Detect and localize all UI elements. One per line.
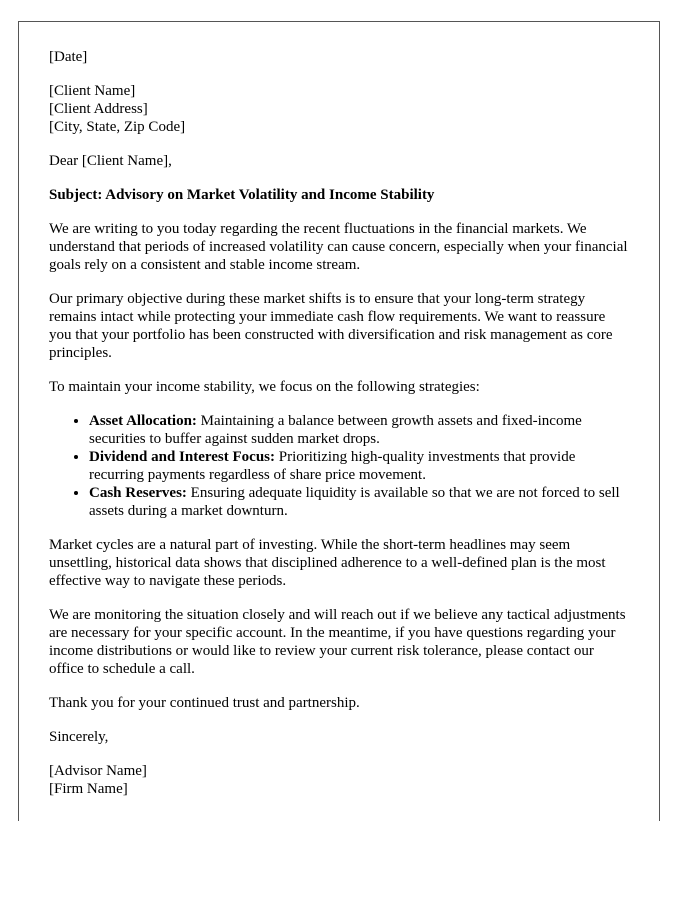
subject-line: Subject: Advisory on Market Volatility and Income Stability — [49, 187, 435, 203]
paragraph-intro: We are writing to you today regarding the recent fluctuations in the financial markets. We understand that periods of increased volatility can cause concern, especially when your financial goals rely on a consistent and stable income stream. — [49, 221, 628, 273]
letter-page — [18, 21, 660, 821]
advisor-name: [Advisor Name] — [49, 763, 147, 779]
closing: Sincerely, — [49, 729, 109, 745]
list-item — [89, 448, 629, 484]
salutation: Dear [Client Name], — [49, 153, 172, 169]
list-item — [89, 484, 629, 520]
strategy-term: Cash Reserves: — [89, 485, 187, 501]
strategy-text: Ensuring adequate liquidity is available so that we are not forced to sell assets during a market downturn. — [89, 485, 620, 519]
client-address-line: [Client Address] — [49, 101, 148, 117]
list-item — [89, 412, 629, 448]
paragraph-strategies-intro: To maintain your income stability, we focus on the following strategies: — [49, 379, 480, 395]
paragraph-objective: Our primary objective during these market shifts is to ensure that your long-term strategy remains intact while protecting your immediate cash flow requirements. We want to reassure you that your portfolio has been constructed with diversification and risk management as core principles. — [49, 291, 613, 361]
paragraph-monitoring: We are monitoring the situation closely and will reach out if we believe any tactical adjustments are necessary for your specific account. In the meantime, if you have questions regarding your income distributions or would like to review your current risk tolerance, please contact our office to schedule a call. — [49, 607, 626, 677]
firm-name: [Firm Name] — [49, 781, 128, 797]
paragraph-market-cycles: Market cycles are a natural part of investing. While the short-term headlines may seem unsettling, historical data shows that disciplined adherence to a well-defined plan is the most effective way to navigate these periods. — [49, 537, 606, 589]
client-city-line: [City, State, Zip Code] — [49, 119, 186, 135]
letter-date: [Date] — [49, 49, 88, 65]
strategies-list — [49, 412, 629, 520]
strategy-text: Prioritizing high-quality investments that provide recurring payments regardless of share price movement. — [89, 449, 576, 483]
thanks-line: Thank you for your continued trust and partnership. — [49, 695, 360, 711]
client-name-line: [Client Name] — [49, 83, 136, 99]
client-address-block — [49, 82, 629, 136]
strategy-text: Maintaining a balance between growth assets and fixed-income securities to buffer against sudden market drops. — [89, 413, 582, 447]
strategy-term: Dividend and Interest Focus: — [89, 449, 275, 465]
signature-block — [49, 728, 629, 798]
strategy-term: Asset Allocation: — [89, 413, 197, 429]
